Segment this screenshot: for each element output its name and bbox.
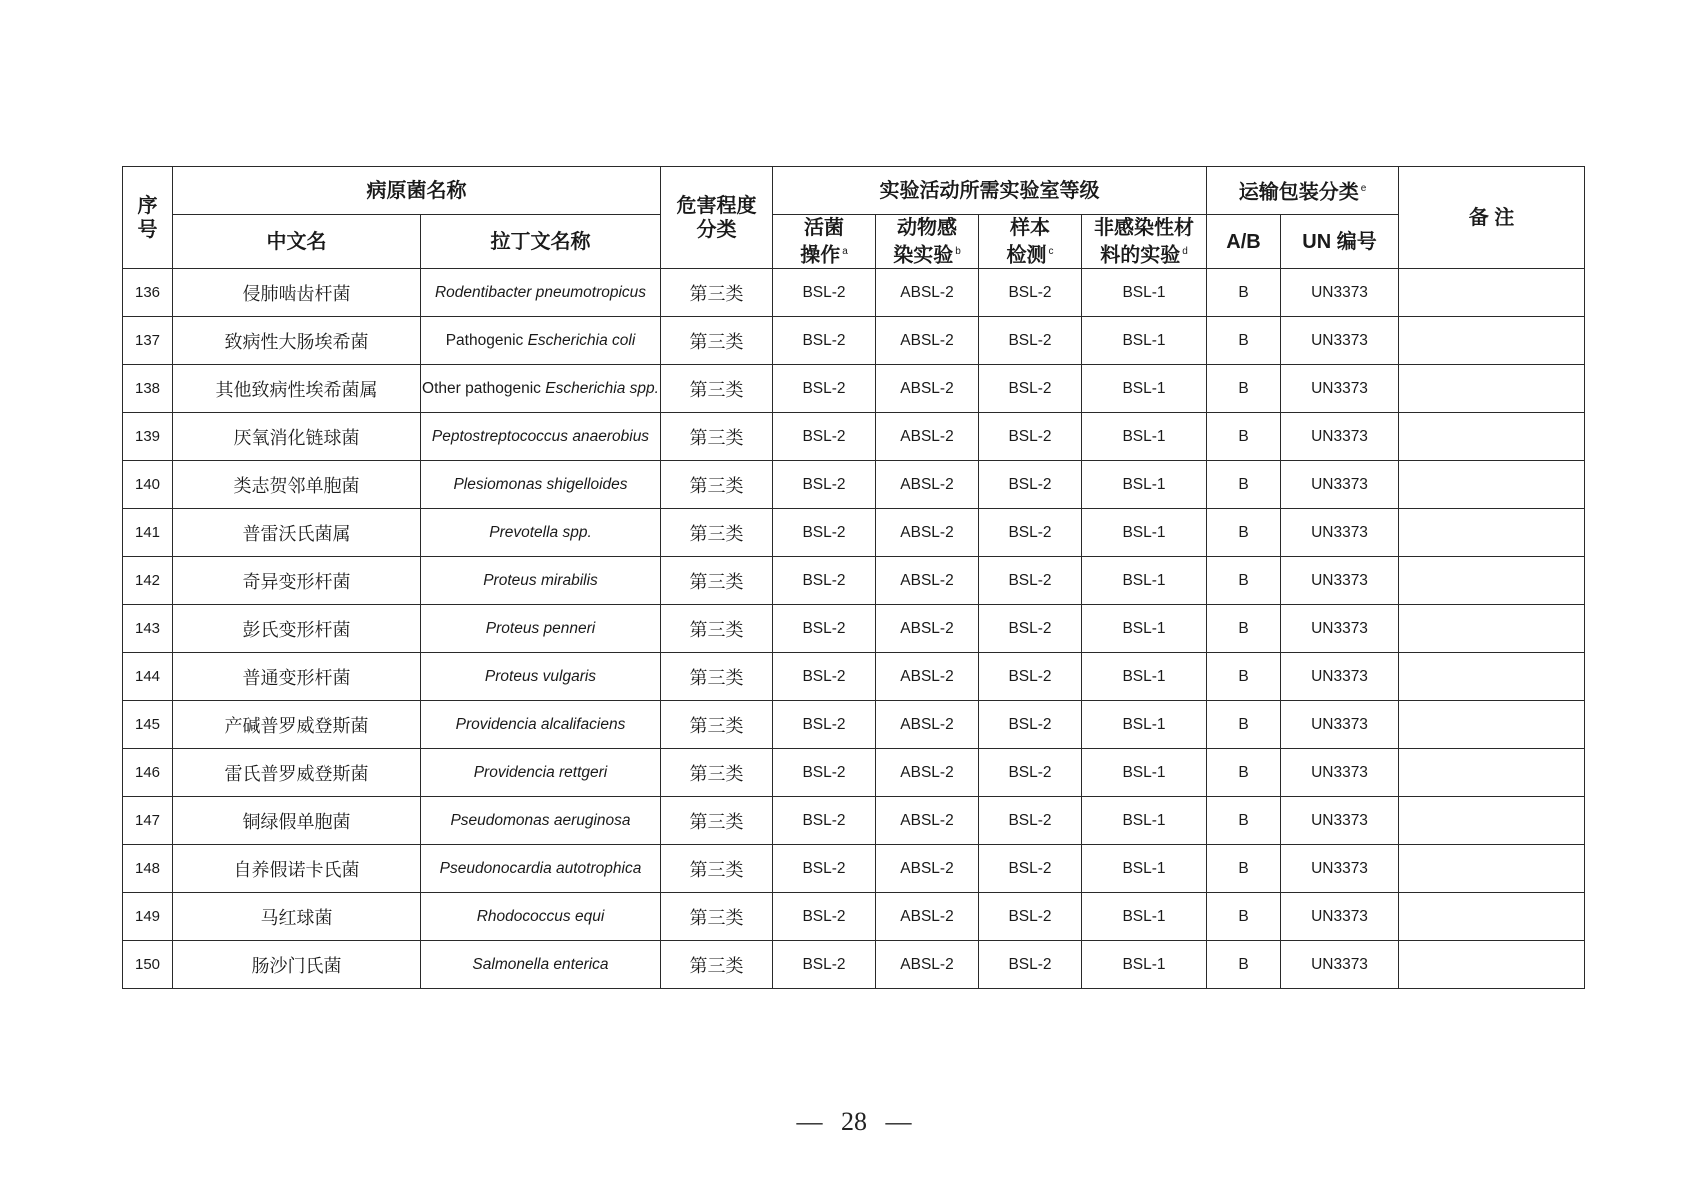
un-number: UN3373 <box>1281 797 1399 845</box>
table-row <box>123 269 1585 317</box>
sample-testing-level: BSL-2 <box>979 653 1082 701</box>
header-live-culture <box>773 215 876 269</box>
live-culture-level: BSL-2 <box>773 557 876 605</box>
header-non-infectious-label: 非感染性材料的实验 <box>1094 216 1194 267</box>
header-animal-infection-label: 动物感染实验 <box>893 216 957 267</box>
latin-name <box>421 461 661 509</box>
un-number: UN3373 <box>1281 269 1399 317</box>
transport-category: B <box>1207 749 1281 797</box>
non-infectious-level: BSL-1 <box>1082 797 1207 845</box>
header-animal-infection <box>876 215 979 269</box>
latin-name-prefix: Pathogenic <box>445 331 528 349</box>
latin-name-italic: Rhodococcus equi <box>476 907 605 925</box>
remarks-cell <box>1399 557 1585 605</box>
animal-infection-level: ABSL-2 <box>876 413 979 461</box>
hazard-level: 第三类 <box>661 413 773 461</box>
hazard-level: 第三类 <box>661 461 773 509</box>
table-header <box>123 167 1585 269</box>
remarks-cell <box>1399 749 1585 797</box>
un-number: UN3373 <box>1281 365 1399 413</box>
header-un-number: UN 编号 <box>1281 215 1399 269</box>
row-number: 143 <box>123 605 173 653</box>
hazard-level: 第三类 <box>661 269 773 317</box>
chinese-name: 厌氧消化链球菌 <box>173 413 421 461</box>
header-seq-label: 序号 <box>137 194 158 241</box>
live-culture-level: BSL-2 <box>773 365 876 413</box>
live-culture-level: BSL-2 <box>773 317 876 365</box>
live-culture-level: BSL-2 <box>773 701 876 749</box>
animal-infection-level: ABSL-2 <box>876 845 979 893</box>
transport-category: B <box>1207 653 1281 701</box>
transport-category: B <box>1207 893 1281 941</box>
latin-name-italic: Pseudomonas aeruginosa <box>450 811 631 829</box>
chinese-name: 普通变形杆菌 <box>173 653 421 701</box>
table-row <box>123 749 1585 797</box>
row-number: 138 <box>123 365 173 413</box>
header-live-culture-label: 活菌操作 <box>800 216 844 267</box>
latin-name-italic: Providencia rettgeri <box>473 763 608 781</box>
non-infectious-level: BSL-1 <box>1082 701 1207 749</box>
transport-category: B <box>1207 509 1281 557</box>
row-number: 141 <box>123 509 173 557</box>
live-culture-level: BSL-2 <box>773 605 876 653</box>
live-culture-level: BSL-2 <box>773 653 876 701</box>
un-number: UN3373 <box>1281 845 1399 893</box>
hazard-level: 第三类 <box>661 605 773 653</box>
sample-testing-level: BSL-2 <box>979 797 1082 845</box>
chinese-name: 类志贺邻单胞菌 <box>173 461 421 509</box>
un-number: UN3373 <box>1281 893 1399 941</box>
animal-infection-level: ABSL-2 <box>876 605 979 653</box>
latin-name <box>421 797 661 845</box>
header-transport <box>1207 167 1399 215</box>
hazard-level: 第三类 <box>661 557 773 605</box>
header-live-culture-note: a <box>842 245 848 257</box>
table-row <box>123 413 1585 461</box>
header-animal-infection-note: b <box>955 245 961 257</box>
latin-name <box>421 605 661 653</box>
chinese-name: 侵肺啮齿杆菌 <box>173 269 421 317</box>
sample-testing-level: BSL-2 <box>979 317 1082 365</box>
remarks-cell <box>1399 653 1585 701</box>
transport-category: B <box>1207 845 1281 893</box>
animal-infection-level: ABSL-2 <box>876 317 979 365</box>
header-sample-testing-note: c <box>1048 245 1054 257</box>
table-row <box>123 317 1585 365</box>
non-infectious-level: BSL-1 <box>1082 269 1207 317</box>
non-infectious-level: BSL-1 <box>1082 413 1207 461</box>
table-row <box>123 557 1585 605</box>
page-footer <box>0 1107 1708 1137</box>
non-infectious-level: BSL-1 <box>1082 941 1207 989</box>
row-number: 140 <box>123 461 173 509</box>
table-row <box>123 605 1585 653</box>
animal-infection-level: ABSL-2 <box>876 509 979 557</box>
row-number: 144 <box>123 653 173 701</box>
un-number: UN3373 <box>1281 749 1399 797</box>
footer-dash-right: — <box>885 1107 912 1136</box>
row-number: 139 <box>123 413 173 461</box>
non-infectious-level: BSL-1 <box>1082 461 1207 509</box>
sample-testing-level: BSL-2 <box>979 941 1082 989</box>
table-row <box>123 941 1585 989</box>
sample-testing-level: BSL-2 <box>979 269 1082 317</box>
remarks-cell <box>1399 845 1585 893</box>
animal-infection-level: ABSL-2 <box>876 701 979 749</box>
latin-name-italic: Prevotella spp. <box>489 523 592 541</box>
non-infectious-level: BSL-1 <box>1082 893 1207 941</box>
transport-category: B <box>1207 701 1281 749</box>
remarks-cell <box>1399 893 1585 941</box>
non-infectious-level: BSL-1 <box>1082 557 1207 605</box>
latin-name <box>421 653 661 701</box>
chinese-name: 雷氏普罗威登斯菌 <box>173 749 421 797</box>
header-lab-levels: 实验活动所需实验室等级 <box>773 167 1207 215</box>
hazard-level: 第三类 <box>661 941 773 989</box>
remarks-cell <box>1399 509 1585 557</box>
hazard-level: 第三类 <box>661 509 773 557</box>
transport-category: B <box>1207 605 1281 653</box>
chinese-name: 肠沙门氏菌 <box>173 941 421 989</box>
un-number: UN3373 <box>1281 509 1399 557</box>
live-culture-level: BSL-2 <box>773 749 876 797</box>
latin-name-italic: Proteus vulgaris <box>484 667 597 685</box>
animal-infection-level: ABSL-2 <box>876 797 979 845</box>
row-number: 146 <box>123 749 173 797</box>
transport-category: B <box>1207 797 1281 845</box>
table-row <box>123 653 1585 701</box>
sample-testing-level: BSL-2 <box>979 413 1082 461</box>
sample-testing-level: BSL-2 <box>979 557 1082 605</box>
row-number: 149 <box>123 893 173 941</box>
header-latin-name: 拉丁文名称 <box>421 215 661 269</box>
header-transport-label: 运输包装分类 <box>1238 181 1359 204</box>
animal-infection-level: ABSL-2 <box>876 893 979 941</box>
header-ab: A/B <box>1207 215 1281 269</box>
latin-name-italic: Salmonella enterica <box>472 955 609 973</box>
transport-category: B <box>1207 557 1281 605</box>
chinese-name: 奇异变形杆菌 <box>173 557 421 605</box>
table-row <box>123 797 1585 845</box>
latin-name <box>421 557 661 605</box>
remarks-cell <box>1399 701 1585 749</box>
latin-name <box>421 365 661 413</box>
live-culture-level: BSL-2 <box>773 461 876 509</box>
animal-infection-level: ABSL-2 <box>876 269 979 317</box>
header-non-infectious-note: d <box>1182 245 1188 257</box>
animal-infection-level: ABSL-2 <box>876 461 979 509</box>
row-number: 147 <box>123 797 173 845</box>
header-seq <box>123 167 173 269</box>
non-infectious-level: BSL-1 <box>1082 749 1207 797</box>
live-culture-level: BSL-2 <box>773 509 876 557</box>
chinese-name: 普雷沃氏菌属 <box>173 509 421 557</box>
header-pathogen-name: 病原菌名称 <box>173 167 661 215</box>
live-culture-level: BSL-2 <box>773 269 876 317</box>
header-sample-testing <box>979 215 1082 269</box>
animal-infection-level: ABSL-2 <box>876 749 979 797</box>
latin-name-italic: Peptostreptococcus anaerobius <box>431 427 650 445</box>
latin-name <box>421 509 661 557</box>
latin-name-italic: Plesiomonas shigelloides <box>453 475 628 493</box>
sample-testing-level: BSL-2 <box>979 845 1082 893</box>
latin-name-italic: Pseudonocardia autotrophica <box>439 859 642 877</box>
remarks-cell <box>1399 365 1585 413</box>
header-chinese-name: 中文名 <box>173 215 421 269</box>
row-number: 148 <box>123 845 173 893</box>
sample-testing-level: BSL-2 <box>979 461 1082 509</box>
latin-name-italic: Providencia alcalifaciens <box>455 715 626 733</box>
sample-testing-level: BSL-2 <box>979 701 1082 749</box>
un-number: UN3373 <box>1281 941 1399 989</box>
page-number: 28 <box>841 1107 867 1136</box>
latin-name <box>421 317 661 365</box>
live-culture-level: BSL-2 <box>773 893 876 941</box>
latin-name-italic: Escherichia spp. <box>545 379 659 397</box>
latin-name <box>421 749 661 797</box>
chinese-name: 其他致病性埃希菌属 <box>173 365 421 413</box>
hazard-level: 第三类 <box>661 701 773 749</box>
latin-name <box>421 893 661 941</box>
animal-infection-level: ABSL-2 <box>876 653 979 701</box>
row-number: 137 <box>123 317 173 365</box>
transport-category: B <box>1207 269 1281 317</box>
latin-name <box>421 413 661 461</box>
remarks-cell <box>1399 797 1585 845</box>
latin-name <box>421 701 661 749</box>
un-number: UN3373 <box>1281 557 1399 605</box>
chinese-name: 致病性大肠埃希菌 <box>173 317 421 365</box>
latin-name-italic: Rodentibacter pneumotropicus <box>434 283 647 301</box>
header-hazard-level <box>661 167 773 269</box>
transport-category: B <box>1207 413 1281 461</box>
footer-dash-left: — <box>796 1107 823 1136</box>
hazard-level: 第三类 <box>661 653 773 701</box>
hazard-level: 第三类 <box>661 365 773 413</box>
live-culture-level: BSL-2 <box>773 797 876 845</box>
latin-name-italic: Proteus mirabilis <box>483 571 598 589</box>
row-number: 142 <box>123 557 173 605</box>
chinese-name: 自养假诺卡氏菌 <box>173 845 421 893</box>
table-row <box>123 893 1585 941</box>
transport-category: B <box>1207 317 1281 365</box>
animal-infection-level: ABSL-2 <box>876 557 979 605</box>
remarks-cell <box>1399 317 1585 365</box>
non-infectious-level: BSL-1 <box>1082 653 1207 701</box>
remarks-cell <box>1399 269 1585 317</box>
sample-testing-level: BSL-2 <box>979 893 1082 941</box>
non-infectious-level: BSL-1 <box>1082 509 1207 557</box>
un-number: UN3373 <box>1281 605 1399 653</box>
live-culture-level: BSL-2 <box>773 413 876 461</box>
header-remarks: 备 注 <box>1399 167 1585 269</box>
hazard-level: 第三类 <box>661 749 773 797</box>
chinese-name: 铜绿假单胞菌 <box>173 797 421 845</box>
remarks-cell <box>1399 941 1585 989</box>
live-culture-level: BSL-2 <box>773 845 876 893</box>
non-infectious-level: BSL-1 <box>1082 317 1207 365</box>
table-row <box>123 701 1585 749</box>
hazard-level: 第三类 <box>661 845 773 893</box>
non-infectious-level: BSL-1 <box>1082 845 1207 893</box>
pathogen-table <box>122 166 1585 989</box>
header-transport-note: e <box>1360 182 1367 194</box>
chinese-name: 彭氏变形杆菌 <box>173 605 421 653</box>
table-row <box>123 509 1585 557</box>
hazard-level: 第三类 <box>661 317 773 365</box>
transport-category: B <box>1207 941 1281 989</box>
un-number: UN3373 <box>1281 653 1399 701</box>
transport-category: B <box>1207 461 1281 509</box>
table-row <box>123 845 1585 893</box>
latin-name <box>421 845 661 893</box>
latin-name-italic: Escherichia coli <box>527 331 636 349</box>
latin-name <box>421 269 661 317</box>
transport-category: B <box>1207 365 1281 413</box>
latin-name-prefix: Other pathogenic <box>422 379 546 397</box>
latin-name-italic: Proteus penneri <box>485 619 596 637</box>
table-body <box>123 269 1585 989</box>
un-number: UN3373 <box>1281 461 1399 509</box>
non-infectious-level: BSL-1 <box>1082 605 1207 653</box>
chinese-name: 马红球菌 <box>173 893 421 941</box>
un-number: UN3373 <box>1281 317 1399 365</box>
chinese-name: 产碱普罗威登斯菌 <box>173 701 421 749</box>
sample-testing-level: BSL-2 <box>979 605 1082 653</box>
latin-name <box>421 941 661 989</box>
remarks-cell <box>1399 461 1585 509</box>
remarks-cell <box>1399 605 1585 653</box>
un-number: UN3373 <box>1281 701 1399 749</box>
sample-testing-level: BSL-2 <box>979 509 1082 557</box>
remarks-cell <box>1399 413 1585 461</box>
table-row <box>123 365 1585 413</box>
animal-infection-level: ABSL-2 <box>876 365 979 413</box>
live-culture-level: BSL-2 <box>773 941 876 989</box>
hazard-level: 第三类 <box>661 797 773 845</box>
row-number: 136 <box>123 269 173 317</box>
sample-testing-level: BSL-2 <box>979 365 1082 413</box>
non-infectious-level: BSL-1 <box>1082 365 1207 413</box>
hazard-level: 第三类 <box>661 893 773 941</box>
animal-infection-level: ABSL-2 <box>876 941 979 989</box>
sample-testing-level: BSL-2 <box>979 749 1082 797</box>
table-row <box>123 461 1585 509</box>
row-number: 150 <box>123 941 173 989</box>
un-number: UN3373 <box>1281 413 1399 461</box>
header-hazard-level-label: 危害程度分类 <box>676 194 757 241</box>
header-non-infectious <box>1082 215 1207 269</box>
header-sample-testing-label: 样本检测 <box>1006 216 1050 267</box>
row-number: 145 <box>123 701 173 749</box>
